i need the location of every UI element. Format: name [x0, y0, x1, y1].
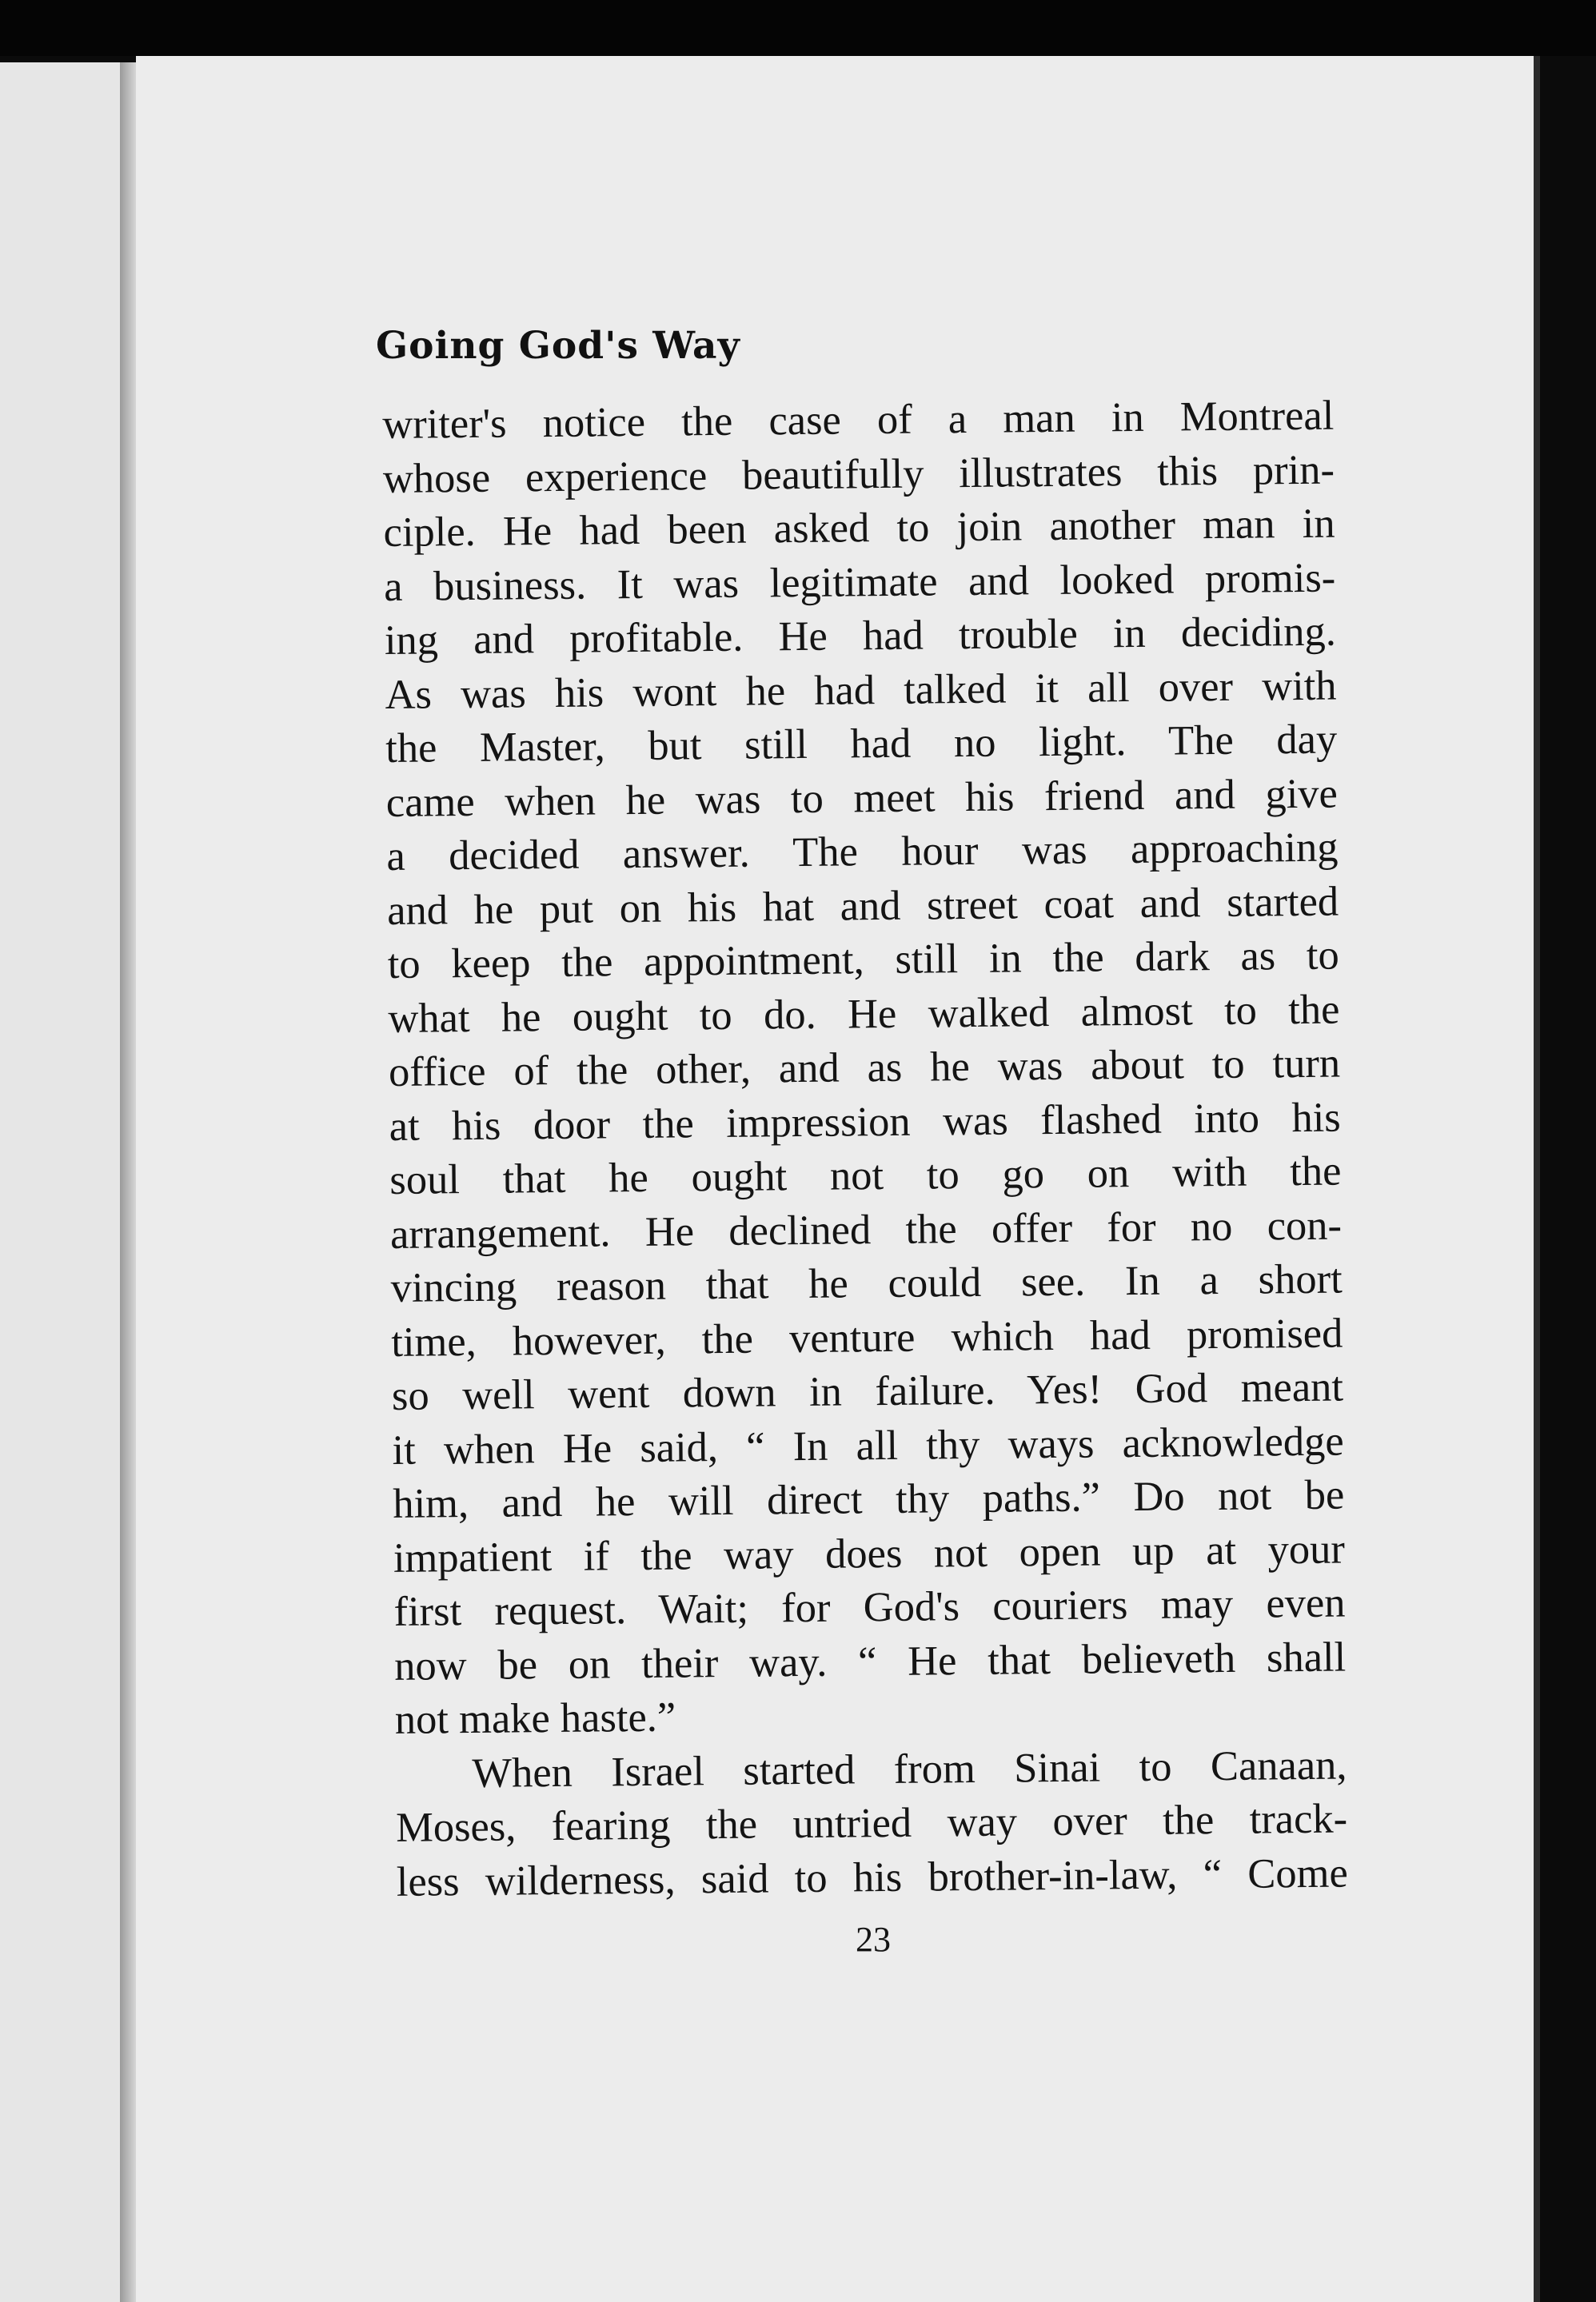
text-line: came when he was to meet his friend and give — [385, 770, 1339, 826]
text-line: vincing reason that he could see. In a short — [390, 1255, 1343, 1311]
scan-top-border — [0, 0, 1596, 56]
text-line: a business. It was legitimate and looked promis- — [383, 554, 1336, 610]
gutter-shadow — [120, 62, 138, 2302]
text-line: ciple. He had been asked to join another man in — [383, 500, 1335, 556]
page-right-edge — [1534, 56, 1540, 2302]
text-line: the Master, but still had no light. The day — [385, 716, 1338, 772]
text-line: first request. Wait; for God's couriers may even — [393, 1579, 1346, 1635]
scan-right-border — [1540, 56, 1596, 2302]
page-number: 23 — [856, 1920, 891, 1959]
body-text — [382, 389, 1348, 1909]
text-line: so well went down in failure. Yes! God meant — [391, 1363, 1344, 1419]
text-line: When Israel started from Sinai to Canaan, — [472, 1741, 1347, 1797]
text-line: it when He said, “ In all thy ways acknowledge — [392, 1418, 1344, 1474]
text-line: writer's notice the case of a man in Montreal — [382, 392, 1335, 448]
text-line: to keep the appointment, still in the dark as to — [387, 932, 1340, 987]
running-head: Going God's Way — [376, 324, 740, 368]
text-line: Moses, fearing the untried way over the track- — [395, 1795, 1348, 1851]
text-line: a decided answer. The hour was approaching — [386, 824, 1339, 880]
text-line: now be on their way. “ He that believeth shall — [393, 1634, 1347, 1690]
text-line: not make haste.” — [394, 1694, 676, 1743]
text-line: time, however, the venture which had promised — [391, 1310, 1343, 1366]
text-line: him, and he will direct thy paths.” Do not be — [392, 1471, 1345, 1527]
text-line: ing and profitable. He had trouble in deciding. — [384, 608, 1337, 664]
text-line: less wilderness, said to his brother-in-law, “ Come — [396, 1849, 1349, 1905]
text-line: whose experience beautifully illustrates this prin- — [382, 446, 1335, 502]
text-line: office of the other, and as he was about to turn — [388, 1039, 1341, 1095]
text-line: soul that he ought not to go on with the — [389, 1147, 1342, 1203]
text-line: and he put on his hat and street coat and started — [386, 878, 1339, 934]
text-line: what he ought to do. He walked almost to the — [388, 986, 1340, 1042]
text-line: As was his wont he had talked it all over with — [385, 662, 1337, 718]
text-line: impatient if the way does not open up at your — [393, 1526, 1346, 1582]
left-page-edge — [0, 62, 124, 2302]
text-line: at his door the impression was flashed into his — [389, 1094, 1341, 1150]
text-line: arrangement. He declined the offer for no con- — [389, 1202, 1343, 1258]
